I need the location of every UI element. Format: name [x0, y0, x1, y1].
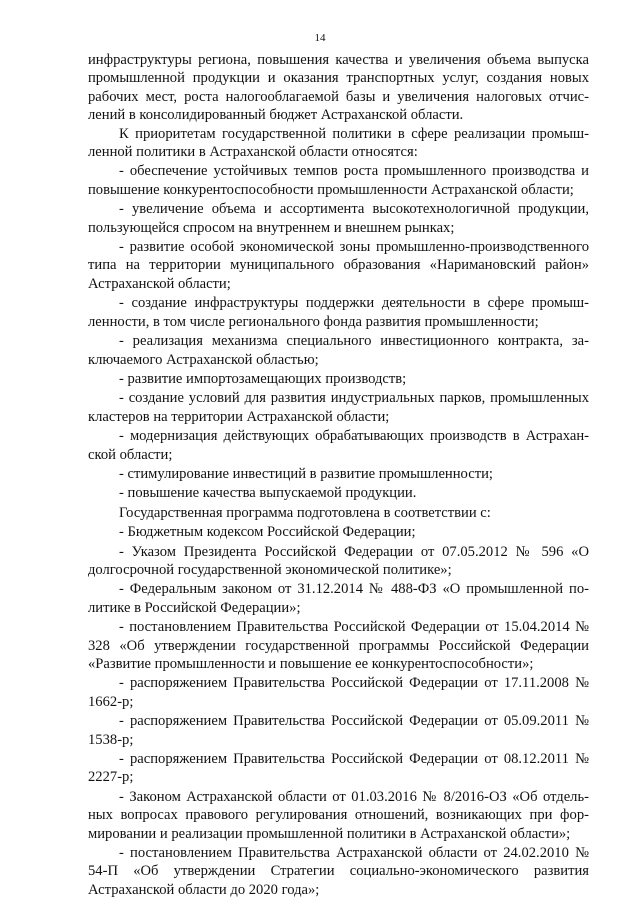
list-item-presidential-decree: - Указом Президента Российской Федерации от 07.05.2012 № 596 «О долгосрочной государственной экономической политике»; [88, 543, 589, 578]
list-item-government-order-2227: - распоряжением Правительства Российской Федерации от 08.12.2011 № 2227-р; [88, 751, 589, 786]
list-item-government-order-1538: - распоряжением Правительства Российской Федерации от 05.09.2011 № 1538-р; [88, 713, 589, 748]
document-body [88, 51, 589, 899]
list-item-priority-growth: - обеспечение устойчивых темпов роста промышленного производства и повышение конкурентоспособности промышленности Астраханской области; [88, 163, 589, 198]
list-item-priority-infrastructure: - создание инфраструктуры поддержки деятельности в сфере промышленности, в том числе регионального фонда развития промышленности; [88, 295, 589, 330]
list-item-priority-import-substitution: - развитие импортозамещающих производств; [119, 370, 407, 387]
list-item-priority-sez: - развитие особой экономической зоны промышленно-производственного типа на территории муниципального образования «Наримановский район» Астраханской области; [88, 239, 589, 292]
list-item-priority-quality: - повышение качества выпускаемой продукции. [119, 485, 417, 502]
list-item-priority-investment-stimulation: - стимулирование инвестиций в развитие промышленности; [119, 465, 493, 482]
list-item-regional-resolution-54: - постановлением Правительства Астраханской области от 24.02.2010 № 54-П «Об утверждении Стратегии социально-экономического развития Астраханской области до 2020 года»; [88, 845, 589, 898]
list-item-priority-investment-contract: - реализация механизма специального инвестиционного контракта, заключаемого Астраханской областью; [88, 333, 589, 368]
list-item-priority-modernization: - модернизация действующих обрабатывающих производств в Астраханской области; [88, 428, 589, 463]
list-item-priority-hightech: - увеличение объема и ассортимента высокотехнологичной продукции, пользующейся спросом на внутреннем и внешнем рынках; [88, 201, 589, 236]
list-item-budget-code: - Бюджетным кодексом Российской Федерации; [119, 524, 416, 541]
paragraph-priorities-intro: К приоритетам государственной политики в сфере реализации промышленной политики в Астраханской области относятся: [88, 125, 589, 161]
list-item-priority-industrial-parks: - создание условий для развития индустриальных парков, промышленных кластеров на территории Астраханской области; [88, 390, 589, 425]
page-number: 14 [314, 32, 326, 44]
paragraph-intro-continuation: инфраструктуры региона, повышения качества и увеличения объема выпуска промышленной продукции и оказания транспортных услуг, создания новых рабочих мест, роста налогооблагаемой базы и увеличения налоговых отчислений в консолидированный бюджет Астраханской области. [88, 52, 589, 124]
list-item-government-resolution-328: - постановлением Правительства Российской Федерации от 15.04.2014 № 328 «Об утверждении государственной программы Российской Федерации «Развитие промышленности и повышение ее конкурентоспособности»; [88, 619, 589, 672]
paragraph-legal-basis-intro: Государственная программа подготовлена в соответствии с: [119, 504, 491, 521]
list-item-regional-law: - Законом Астраханской области от 01.03.2016 № 8/2016-ОЗ «Об отдельных вопросах правового регулирования отношений, возникающих при формировании и реализации промышленной политики в Астраханской области»; [88, 788, 589, 842]
list-item-government-order-1662: - распоряжением Правительства Российской Федерации от 17.11.2008 № 1662-р; [88, 675, 589, 710]
list-item-federal-law: - Федеральным законом от 31.12.2014 № 488-ФЗ «О промышленной политике в Российской Федерации»; [88, 581, 589, 616]
